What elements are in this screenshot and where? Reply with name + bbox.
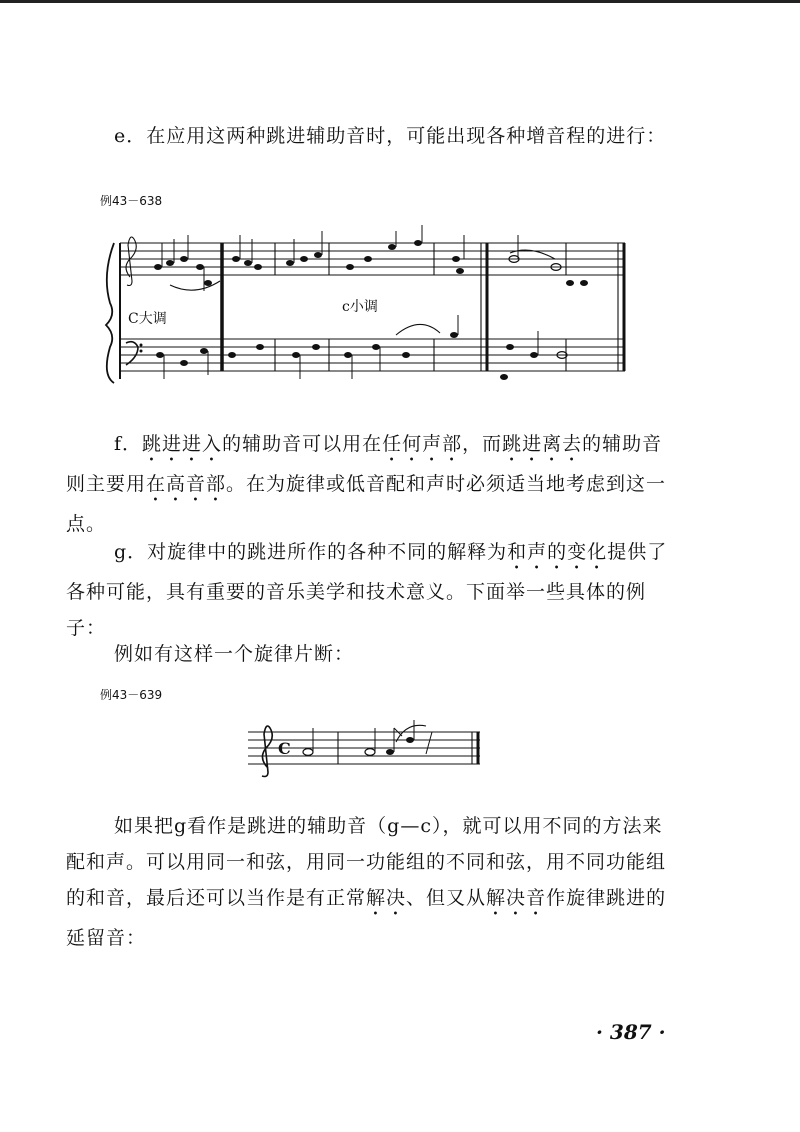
svg-text:C: C bbox=[278, 739, 291, 758]
example-638-label: 例43－638 bbox=[100, 194, 163, 208]
c-major-key-label: C大调 bbox=[128, 311, 167, 327]
paragraph-f: f．跳进进入的辅助音可以用在任何声部，而跳进离去的辅助音则主要用在高音部。在为旋律或低音配和声时必须适当地考虑到这一点。 bbox=[66, 433, 667, 535]
top-border-line bbox=[0, 0, 800, 3]
music-score-example-639 bbox=[246, 718, 486, 778]
paragraph-e: e．在应用这两种跳进辅助音时，可能出现各种增音程的进行： bbox=[114, 125, 667, 147]
paragraph-intro: 例如有这样一个旋律片断： bbox=[114, 643, 355, 665]
page-number: · 387 · bbox=[596, 1020, 666, 1044]
paragraph-g: g．对旋律中的跳进所作的各种不同的解释为和声的变化提供了各种可能，具有重要的音乐美学和技术意义。下面举一些具体的例子： bbox=[66, 541, 668, 639]
example-639-label: 例43－639 bbox=[100, 688, 163, 702]
paragraph-last: 如果把g看作是跳进的辅助音（g—c），就可以用不同的方法来配和声。可以用同一和弦，用同一功能组的不同和弦，用不同功能组的和音，最后还可以当作是有正常解决、但又从解决音作旋律跳进的延留音： bbox=[66, 815, 667, 949]
c-minor-key-label: c小调 bbox=[342, 299, 378, 315]
